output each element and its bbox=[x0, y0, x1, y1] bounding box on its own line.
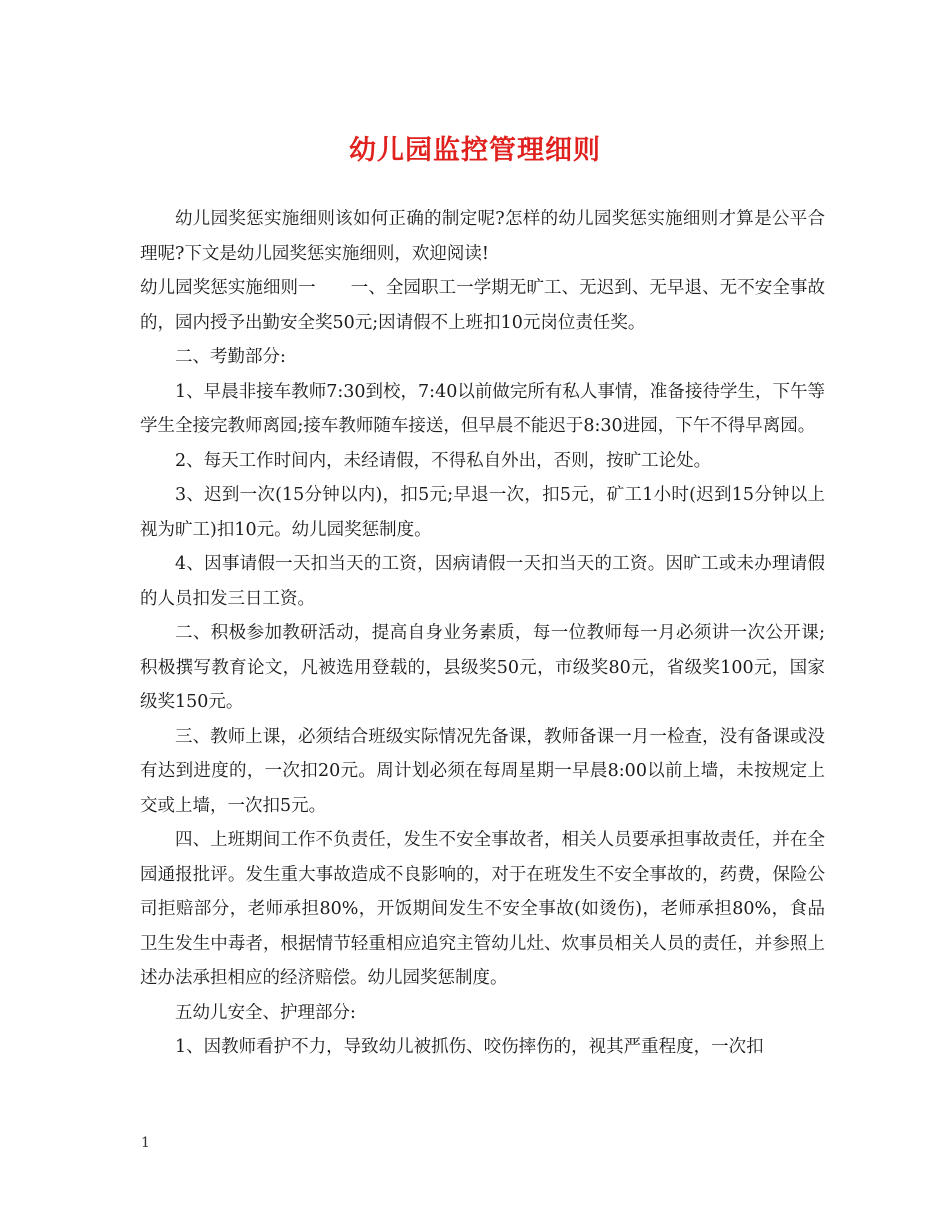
paragraph-responsibility: 四、上班期间工作不负责任，发生不安全事故者，相关人员要承担事故责任，并在全园通报批评。发生重大事故造成不良影响的，对于在班发生不安全事故的，药费，保险公司拒赔部分，老师承担80%，开饭期间发生不安全事故(如烫伤)，老师承担80%，食品卫生发生中毒者，根据情节轻重相应追究主管幼儿灶、炊事员相关人员的责任，并参照上述办法承担相应的经济赔偿。幼儿园奖惩制度。 bbox=[140, 830, 825, 988]
paragraph-safety-heading: 五幼儿安全、护理部分: bbox=[175, 1002, 356, 1023]
paragraph-attendance-4: 4、因事请假一天扣当天的工资，因病请假一天扣当天的工资。因旷工或未办理请假的人员扣发三日工资。 bbox=[140, 554, 825, 609]
paragraph-attendance-heading: 二、考勤部分: bbox=[175, 347, 286, 367]
paragraph-attendance-1: 1、早晨非接车教师7:30到校，7:40以前做完所有私人事情，准备接待学生，下午等学生全接完教师离园;接车教师随车接送，但早晨不能迟于8:30进园，下午不得早离园。 bbox=[140, 381, 825, 436]
page-number: 1 bbox=[141, 1135, 150, 1151]
paragraph-intro: 幼儿园奖惩实施细则该如何正确的制定呢?怎样的幼儿园奖惩实施细则才算是公平合理呢?下文是幼儿园奖惩实施细则，欢迎阅读! bbox=[140, 209, 825, 264]
paragraph-section-one: 幼儿园奖惩实施细则一 一、全园职工一学期无旷工、无迟到、无早退、无不安全事故的，园内授予出勤安全奖50元;因请假不上班扣10元岗位责任奖。 bbox=[140, 278, 825, 333]
paragraph-attendance-2: 2、每天工作时间内，未经请假，不得私自外出，否则，按旷工论处。 bbox=[175, 450, 712, 471]
paragraph-safety-1: 1、因教师看护不力，导致幼儿被抓伤、咬伤摔伤的，视其严重程度，一次扣 bbox=[175, 1037, 764, 1057]
document-body bbox=[140, 202, 825, 1065]
paragraph-teaching-research: 二、积极参加教研活动，提高自身业务素质，每一位教师每一月必须讲一次公开课;积极撰写教育论文，凡被选用登载的，县级奖50元，市级奖80元，省级奖100元，国家级奖150元。 bbox=[140, 623, 825, 712]
paragraph-attendance-3: 3、迟到一次(15分钟以内)，扣5元;早退一次，扣5元，矿工1小时(迟到15分钟以上视为旷工)扣10元。幼儿园奖惩制度。 bbox=[140, 485, 825, 540]
document-title: 幼儿园监控管理细则 bbox=[349, 135, 601, 166]
paragraph-lesson-prep: 三、教师上课，必须结合班级实际情况先备课，教师备课一月一检查，没有备课或没有达到进度的，一次扣20元。周计划必须在每周星期一早晨8:00以前上墙，未按规定上交或上墙，一次扣5元。 bbox=[140, 726, 825, 816]
